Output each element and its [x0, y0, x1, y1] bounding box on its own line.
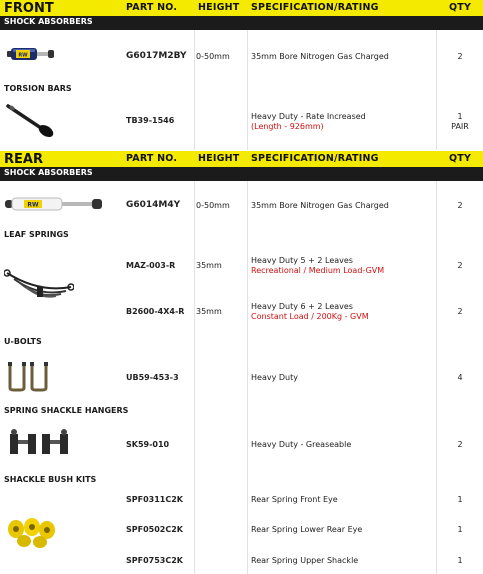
rear-header-bar [0, 151, 483, 167]
qty-value: 2 [457, 440, 463, 449]
column-divider [194, 181, 195, 574]
part-number: UB59-453-3 [126, 373, 179, 382]
svg-text:RW: RW [18, 52, 28, 59]
section-title: SHOCK ABSORBERS [4, 168, 93, 177]
spec-line: Heavy Duty - Rate Increased [251, 112, 366, 121]
category-label: SPRING SHACKLE HANGERS [4, 406, 129, 415]
column-divider [436, 181, 437, 574]
category-label: SHACKLE BUSH KITS [4, 475, 97, 484]
rear-title: REAR [4, 152, 43, 167]
part-number: SPF0502C2K [126, 525, 183, 534]
col-height: HEIGHT [198, 153, 240, 164]
shock-absorber-icon [6, 42, 56, 70]
spec-text: Rear Spring Upper Shackle [251, 556, 359, 565]
part-number: TB39-1546 [126, 116, 175, 125]
spec-highlight: Constant Load / 200Kg - GVM [251, 312, 369, 321]
height-value: 0-50mm [196, 201, 230, 210]
col-qty: QTY [449, 2, 472, 13]
col-part-no: PART NO. [126, 153, 178, 164]
spec-text: 35mm Bore Nitrogen Gas Charged [251, 52, 389, 61]
column-divider [194, 30, 195, 150]
spec-text [251, 302, 369, 322]
qty-value: 4 [457, 373, 463, 382]
spec-text: Rear Spring Front Eye [251, 495, 338, 504]
col-part-no: PART NO. [126, 2, 178, 13]
qty-number: 1 [457, 112, 463, 121]
spec-text: 35mm Bore Nitrogen Gas Charged [251, 201, 389, 210]
spec-line: Heavy Duty 5 + 2 Leaves [251, 256, 353, 265]
torsion-bar-icon [4, 100, 58, 144]
category-label: LEAF SPRINGS [4, 230, 69, 239]
height-value: 35mm [196, 261, 222, 270]
rear-shock-section-bar [0, 167, 483, 181]
height-value: 0-50mm [196, 52, 230, 61]
qty-value: 1 [457, 525, 463, 534]
spec-text [251, 256, 384, 276]
category-label: TORSION BARS [4, 84, 72, 93]
part-number: SPF0753C2K [126, 556, 183, 565]
part-number: SPF0311C2K [126, 495, 183, 504]
col-spec: SPECIFICATION/RATING [251, 2, 379, 13]
front-shock-section-bar [0, 16, 483, 30]
col-qty: QTY [449, 153, 472, 164]
section-title: SHOCK ABSORBERS [4, 17, 93, 26]
qty-value: 2 [457, 261, 463, 270]
part-number: B2600-4X4-R [126, 307, 185, 316]
column-divider [247, 30, 248, 150]
bush-kit-icon [6, 515, 58, 553]
spec-text: Rear Spring Lower Rear Eye [251, 525, 363, 534]
qty-unit: PAIR [451, 122, 469, 131]
qty-value: 2 [457, 52, 463, 61]
category-label: U-BOLTS [4, 337, 42, 346]
column-divider [436, 30, 437, 150]
qty-value: 1 [457, 556, 463, 565]
shock-absorber-icon [4, 193, 104, 219]
leaf-spring-icon [4, 265, 74, 305]
part-number: SK59-010 [126, 440, 170, 449]
spec-highlight: Recreational / Medium Load-GVM [251, 266, 385, 275]
svg-text:RW: RW [27, 201, 39, 209]
part-number: G6017M2BY [126, 51, 187, 61]
height-value: 35mm [196, 307, 222, 316]
spec-text: Heavy Duty - Greaseable [251, 440, 352, 449]
front-header-bar [0, 0, 483, 16]
shackle-hanger-icon [8, 428, 70, 462]
spec-line: Heavy Duty 6 + 2 Leaves [251, 302, 353, 311]
qty-value: 2 [457, 201, 463, 210]
spec-text [251, 112, 366, 132]
qty-value [440, 112, 480, 132]
u-bolt-icon [6, 362, 50, 396]
qty-value: 2 [457, 307, 463, 316]
column-divider [247, 181, 248, 574]
part-number: MAZ-003-R [126, 261, 176, 270]
qty-value: 1 [457, 495, 463, 504]
col-height: HEIGHT [198, 2, 240, 13]
front-title: FRONT [4, 1, 54, 16]
spec-text: Heavy Duty [251, 373, 298, 382]
spec-highlight: (Length - 926mm) [251, 122, 324, 131]
part-number: G6014M4Y [126, 200, 181, 210]
col-spec: SPECIFICATION/RATING [251, 153, 379, 164]
